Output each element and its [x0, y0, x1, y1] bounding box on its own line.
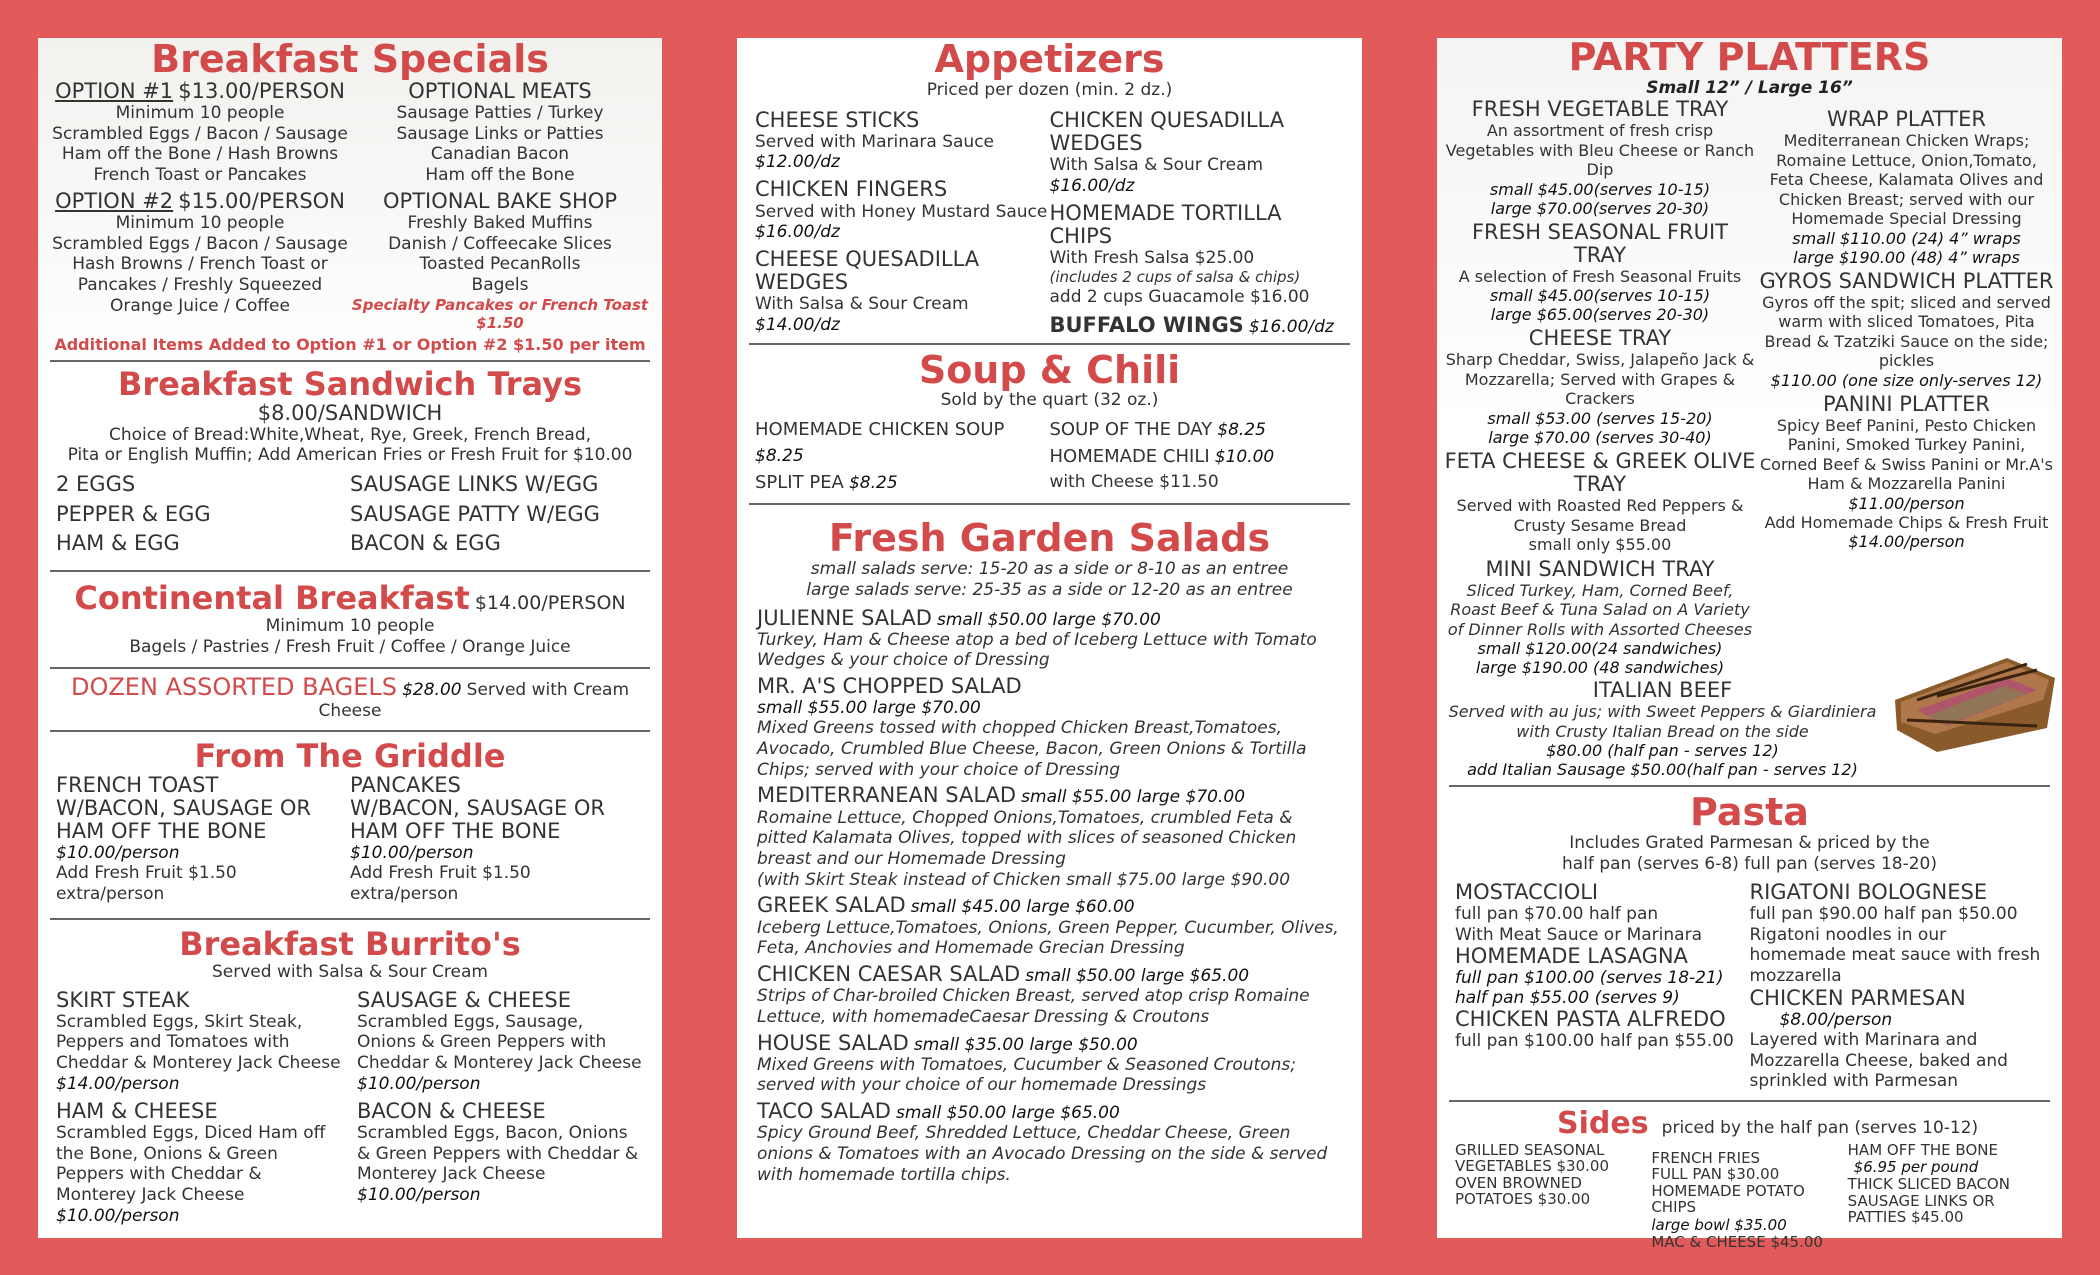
divider [749, 503, 1350, 505]
appetizer-desc: With Fresh Salsa $25.00 [1049, 247, 1255, 268]
appetizer-item [755, 248, 1050, 335]
pasta-line: full pan $100.00 (serves 18-21) [1455, 968, 1724, 989]
burrito-name: HAM & CHEESE [56, 1098, 218, 1123]
side-item: HAM OFF THE BONE [1847, 1140, 1998, 1159]
option2-line: Hash Browns / French Toast or [72, 254, 328, 275]
platter-price: large $70.00(serves 20-30) [1490, 198, 1710, 218]
platter-name: CHEESE TRAY [1528, 326, 1672, 351]
divider [50, 570, 650, 572]
salad-name: TACO SALAD [757, 1099, 891, 1124]
continental-price: $14.00/PERSON [474, 592, 626, 615]
griddle-note: Add Fresh Fruit $1.50 extra/person [350, 862, 531, 904]
salad-item [757, 607, 1342, 672]
pasta-line: full pan $100.00 half pan $55.00 [1455, 1031, 1734, 1052]
side-item: VEGETABLES $30.00 [1455, 1157, 1609, 1176]
griddle-title: From The Griddle [194, 736, 506, 775]
appetizers-sub: Priced per dozen (min. 2 dz.) [926, 79, 1173, 100]
platter-desc: Sliced Turkey, Ham, Corned Beef, Roast Beef & Tuna Salad on A Variety of Dinner Rolls with Assorted Cheeses [1447, 580, 1753, 639]
salad-desc: Turkey, Ham & Cheese atop a bed of Iceberg Lettuce with Tomato Wedges & your choice of Dressing [757, 629, 1317, 671]
platter-name: ITALIAN BEEF [1592, 678, 1733, 703]
soup-name: HOMEMADE CHILI [1049, 446, 1210, 468]
platter-price: small $110.00 (24) 4” wraps [1792, 228, 2021, 248]
burrito-item [56, 1100, 343, 1226]
platter-name: FETA CHEESE & GREEK OLIVE TRAY [1444, 448, 1756, 496]
side-item: FULL PAN $30.00 [1651, 1165, 1780, 1184]
panel-appetizers-salads [737, 38, 1362, 1238]
burrito-sub: Served with Salsa & Sour Cream [212, 961, 488, 982]
pasta-line: With Meat Sauce or Marinara [1455, 924, 1702, 945]
specialty-note: Specialty Pancakes or French Toast $1.50 [351, 295, 649, 333]
pasta-line: $8.00/person [1779, 1009, 1893, 1030]
appetizer-name: CHEESE STICKS [755, 107, 920, 132]
salads-sub: large salads serve: 25-35 as a side or 12-20 as an entree [806, 579, 1293, 600]
appetizer-item [1050, 202, 1345, 308]
platter-item [1443, 221, 1757, 325]
burrito-title: Breakfast Burrito's [179, 925, 521, 964]
appetizer-price: $12.00/dz [755, 152, 840, 173]
additional-items-note: Additional Items Added to Option #1 or Option #2 $1.50 per item [54, 334, 646, 354]
sides-title: Sides [1557, 1106, 1649, 1142]
griddle-item-name: HAM OFF THE BONE [350, 818, 561, 843]
platter-desc: Sharp Cheddar, Swiss, Jalapeño Jack & Mozzarella; Served with Grapes & Crackers [1445, 350, 1755, 409]
salad-name: MR. A'S CHOPPED SALAD [757, 674, 1022, 699]
appetizer-item [755, 109, 1050, 173]
salad-name: CHICKEN CAESAR SALAD [757, 962, 1021, 986]
sandwich-item: SAUSAGE PATTY W/EGG [350, 501, 600, 526]
pasta-name: MOSTACCIOLI [1455, 879, 1599, 904]
side-item: OVEN BROWNED [1455, 1173, 1582, 1192]
salad-desc: Romaine Lettuce, Chopped Onions,Tomatoes, crumbled Feta & pitted Kalamata Olives, topped with slices of seasoned Chicken breast and our Homemade Dressing [757, 807, 1297, 869]
soup-sub: Sold by the quart (32 oz.) [940, 390, 1159, 411]
salad-item [757, 963, 1342, 1028]
appetizer-item [755, 178, 1050, 242]
bread-choice-line: Choice of Bread:White,Wheat, Rye, Greek, French Bread, [108, 424, 592, 445]
appetizer-price: $16.00/dz [1049, 175, 1135, 196]
salad-desc: Spicy Ground Beef, Shredded Lettuce, Cheddar Cheese, Green onions & Tomatoes with an Avocado Dressing on the side & served with homemade tortilla chips. [757, 1123, 1328, 1185]
continental-title: Continental Breakfast [74, 579, 470, 618]
pasta-line: full pan $90.00 half pan $50.00 [1749, 903, 2018, 924]
salad-name: HOUSE SALAD [757, 1030, 909, 1055]
platter-desc: Served with au jus; with Sweet Peppers & Giardiniera with Crusty Italian Bread on the side [1448, 702, 1877, 741]
platter-price: small only $55.00 [1528, 535, 1672, 555]
salad-item [757, 784, 1342, 890]
griddle-item-name: HAM OFF THE BONE [56, 818, 267, 843]
divider [1449, 785, 2050, 787]
salad-item [757, 675, 1342, 780]
soup-price: $8.25 [1217, 420, 1266, 441]
platter-price: $11.00/person [1848, 493, 1965, 513]
divider [50, 918, 650, 920]
griddle-price: $10.00/person [350, 842, 474, 863]
griddle-item-name: PANCAKES [350, 772, 461, 797]
side-item: SAUSAGE LINKS OR [1847, 1191, 1995, 1210]
platter-name: FRESH VEGETABLE TRAY [1471, 96, 1729, 121]
pasta-line: full pan $70.00 half pan [1455, 903, 1659, 924]
platter-name: FRESH SEASONAL FRUIT TRAY [1471, 219, 1729, 267]
bake-shop-title: OPTIONAL BAKE SHOP [383, 188, 617, 213]
platter-desc: Served with Roasted Red Peppers & Crusty Sesame Bread [1456, 496, 1744, 535]
appetizer-desc: With Salsa & Sour Cream [755, 294, 969, 315]
optional-meats-title: OPTIONAL MEATS [408, 78, 592, 103]
option2-line: Orange Juice / Coffee [110, 295, 290, 316]
platter-item [1757, 393, 2056, 552]
sides-sub: priced by the half pan (serves 10-12) [1661, 1118, 1979, 1139]
pasta-name: RIGATONI BOLOGNESE [1749, 879, 1988, 904]
side-item: GRILLED SEASONAL [1455, 1140, 1605, 1159]
optional-meats-line: Sausage Links or Patties [396, 123, 604, 144]
sandwich-item: SAUSAGE LINKS W/EGG [350, 472, 599, 497]
side-item: THICK SLICED BACON [1847, 1175, 2010, 1194]
pasta-sub: half pan (serves 6-8) full pan (serves 18-20) [1562, 854, 1937, 874]
side-item: large bowl $35.00 [1651, 1215, 1787, 1234]
sandwich-item: BACON & EGG [350, 531, 501, 555]
platter-desc: Spicy Beef Panini, Pesto Chicken Panini, Smoked Turkey Panini, Corned Beef & Swiss Panini or Mr.A's Ham & Mozzarella Panini [1759, 415, 2053, 494]
burrito-name: BACON & CHEESE [357, 1098, 546, 1123]
burrito-desc: Scrambled Eggs, Diced Ham off the Bone, Onions & Green Peppers with Cheddar & Monterey Jack Cheese [56, 1122, 326, 1206]
griddle-note: Add Fresh Fruit $1.50 extra/person [56, 862, 237, 904]
pasta-line: Layered with Marinara and Mozzarella Cheese, baked and sprinkled with Parmesan [1749, 1029, 2008, 1092]
platter-price: small $53.00 (serves 15-20) [1487, 408, 1713, 428]
divider [50, 360, 650, 362]
appetizer-price: $14.00/dz [755, 315, 840, 336]
salad-item [757, 1100, 1342, 1185]
salad-price: small $55.00 large $70.00 [757, 698, 981, 719]
side-item: FRENCH FRIES [1651, 1148, 1761, 1167]
platter-price: large $70.00 (serves 30-40) [1488, 427, 1712, 447]
sandwich-item: PEPPER & EGG [56, 501, 211, 526]
option1-line: Scrambled Eggs / Bacon / Sausage [52, 123, 348, 144]
divider [50, 667, 650, 669]
appetizer-note: add 2 cups Guacamole $16.00 [1049, 286, 1310, 307]
salads-title: Fresh Garden Salads [828, 516, 1271, 561]
burrito-name: SAUSAGE & CHEESE [357, 987, 572, 1012]
burrito-desc: Scrambled Eggs, Sausage, Onions & Green Peppers with Cheddar & Monterey Jack Cheese [357, 1011, 642, 1074]
bake-shop-line: Danish / Coffeecake Slices [388, 233, 612, 254]
side-item: POTATOES $30.00 [1455, 1190, 1591, 1209]
salad-item [757, 894, 1342, 959]
platter-price: large $65.00(serves 20-30) [1490, 305, 1710, 325]
salad-name: MEDITERRANEAN SALAD [757, 783, 1017, 808]
option2-line: Pancakes / Freshly Squeezed [77, 275, 323, 296]
platter-item [1757, 108, 2056, 267]
burrito-price: $10.00/person [357, 1185, 481, 1206]
platter-price: $80.00 (half pan - serves 12) [1546, 741, 1779, 761]
burrito-item [357, 1100, 644, 1226]
burrito-item [56, 989, 343, 1094]
buffalo-wings-name: BUFFALO WINGS [1049, 312, 1244, 337]
option1-title: OPTION #1 [55, 78, 174, 103]
salad-price: small $55.00 large $70.00 [1021, 787, 1246, 808]
appetizer-desc: With Salsa & Sour Cream [1049, 154, 1264, 175]
sandwich-item: HAM & EGG [56, 531, 180, 555]
burrito-desc: Scrambled Eggs, Bacon, Onions & Green Peppers with Cheddar & Monterey Jack Cheese [357, 1122, 639, 1185]
salads-sub: small salads serve: 15-20 as a side or 8-10 as an entree [810, 559, 1289, 580]
divider [50, 730, 650, 732]
platter-item [1757, 270, 2056, 390]
bake-shop-line: Bagels [471, 275, 529, 296]
buffalo-wings-price: $16.00/dz [1248, 316, 1334, 337]
bagels-price: $28.00 [402, 680, 462, 701]
pasta-item [1750, 987, 2045, 1092]
panel-platters-pasta [1437, 35, 2062, 1251]
option2-line: Scrambled Eggs / Bacon / Sausage [52, 233, 348, 254]
platter-price: small $45.00(serves 10-15) [1489, 179, 1711, 199]
platter-desc: Gyros off the spit; sliced and served warm with sliced Tomatoes, Pita Bread & Tzatziki Sauce on the side; pickles [1762, 292, 2051, 371]
burrito-price: $10.00/person [357, 1073, 481, 1094]
griddle-item-name: FRENCH TOAST [56, 772, 219, 797]
appetizers-title: Appetizers [934, 37, 1165, 81]
appetizer-name: CHICKEN QUESADILLA WEDGES [1049, 107, 1285, 155]
platter-item [1443, 327, 1757, 447]
salad-desc: Mixed Greens with Tomatoes, Cucumber & Seasoned Croutons; served with your choice of our homemade Dressings [757, 1054, 1296, 1096]
platter-price: large $190.00 (48 sandwiches) [1475, 658, 1725, 678]
salad-price: small $50.00 large $65.00 [1025, 966, 1250, 986]
pasta-line: Rigatoni noodles in our homemade meat sauce with fresh mozzarella [1749, 924, 2041, 987]
platter-name: PANINI PLATTER [1823, 391, 1990, 416]
optional-meats-line: Canadian Bacon [430, 144, 570, 165]
salad-desc: Mixed Greens tossed with chopped Chicken Breast,Tomatoes, Avocado, Crumbled Blue Cheese, Bacon, Green Onions & Tortilla Chips; served with your choice of Dressing [757, 718, 1307, 780]
burrito-desc: Scrambled Eggs, Skirt Steak, Peppers and Tomatoes with Cheddar & Monterey Jack Cheese [56, 1011, 341, 1074]
party-platters-title: PARTY PLATTERS [1568, 35, 1931, 79]
pasta-line: half pan $55.00 (serves 9) [1455, 988, 1680, 1009]
pasta-sub: Includes Grated Parmesan & priced by the [1569, 833, 1930, 854]
burrito-price: $14.00/person [56, 1073, 180, 1094]
soup-price: $8.25 [755, 445, 804, 466]
platter-name: GYROS SANDWICH PLATTER [1759, 268, 2054, 293]
sandwich-trays-price: $8.00/SANDWICH [257, 400, 443, 425]
bagels-title: DOZEN ASSORTED BAGELS [70, 673, 397, 702]
platter-item [1443, 450, 1757, 555]
appetizer-name: HOMEMADE TORTILLA CHIPS [1049, 200, 1282, 248]
side-item: MAC & CHEESE $45.00 [1651, 1232, 1823, 1251]
breakfast-specials-title: Breakfast Specials [151, 37, 549, 81]
burrito-name: SKIRT STEAK [56, 987, 190, 1012]
option1-line: French Toast or Pancakes [93, 165, 307, 186]
appetizer-name: CHEESE QUESADILLA WEDGES [755, 247, 980, 295]
salad-desc: Strips of Char-broiled Chicken Breast, served atop crisp Romaine Lettuce, with homemadeCaesar Dressing & Croutons [757, 986, 1310, 1027]
platter-item [1443, 98, 1757, 218]
platter-name: MINI SANDWICH TRAY [1485, 556, 1715, 581]
appetizer-note: (includes 2 cups of salsa & chips) [1049, 268, 1301, 287]
bread-choice-line: Pita or English Muffin; Add American Fries or Fresh Fruit for $10.00 [67, 445, 633, 466]
salad-item [757, 1032, 1342, 1097]
divider [1449, 1100, 2050, 1102]
bake-shop-line: Toasted PecanRolls [419, 254, 581, 275]
pasta-item [1750, 881, 2045, 987]
soup-price: $8.25 [848, 473, 898, 493]
divider [749, 343, 1350, 345]
platter-price: Add Homemade Chips & Fresh Fruit [1764, 512, 2049, 532]
platter-price: small $45.00(serves 10-15) [1489, 286, 1711, 306]
salad-price: small $50.00 large $70.00 [936, 609, 1161, 630]
salad-price: small $35.00 large $50.00 [913, 1034, 1138, 1055]
platter-price: $110.00 (one size only-serves 12) [1770, 370, 2043, 390]
appetizer-desc: Served with Marinara Sauce [755, 131, 995, 152]
griddle-item-name: W/BACON, SAUSAGE OR [56, 795, 312, 820]
side-item: HOMEMADE POTATO CHIPS [1651, 1181, 1805, 1217]
platter-name: WRAP PLATTER [1827, 106, 1986, 131]
burrito-price: $10.00/person [56, 1205, 180, 1226]
sandwich-item: 2 EGGS [56, 472, 136, 497]
soup-name: SOUP OF THE DAY [1049, 419, 1213, 441]
salad-extra: (with Skirt Steak instead of Chicken small $75.00 large $90.00 [757, 869, 1291, 890]
soup-name: SPLIT PEA [755, 472, 844, 493]
side-item: $6.95 per pound [1853, 1158, 1979, 1177]
continental-line: Minimum 10 people [265, 615, 435, 636]
pasta-name: HOMEMADE LASAGNA [1455, 944, 1688, 969]
option2-line: Minimum 10 people [115, 213, 285, 234]
appetizer-name: CHICKEN FINGERS [755, 177, 948, 202]
burrito-item [357, 989, 644, 1094]
option2-price: $15.00/PERSON [178, 188, 345, 213]
option2-title: OPTION #2 [55, 188, 174, 213]
pasta-item [1455, 1008, 1750, 1052]
pasta-item [1455, 945, 1750, 1008]
pasta-item [1455, 881, 1750, 946]
griddle-price: $10.00/person [56, 842, 180, 863]
appetizer-price: $16.00/dz [755, 222, 840, 243]
continental-line: Bagels / Pastries / Fresh Fruit / Coffee / Orange Juice [129, 636, 571, 657]
chili-cheese-note: with Cheese $11.50 [1049, 471, 1219, 492]
platter-price: add Italian Sausage $50.00(half pan - serves 12) [1467, 760, 1858, 780]
platter-price: small $120.00(24 sandwiches) [1477, 639, 1723, 659]
pasta-title: Pasta [1690, 790, 1809, 835]
platter-price: $14.00/person [1848, 532, 1965, 552]
option1-line: Ham off the Bone / Hash Browns [61, 144, 339, 165]
platter-price: large $190.00 (48) 4” wraps [1793, 247, 2020, 267]
panel-breakfast [38, 38, 662, 1238]
panini-sandwich-image [1887, 630, 2062, 760]
soup-title: Soup & Chili [918, 347, 1181, 392]
platter-desc: A selection of Fresh Seasonal Fruits [1458, 266, 1742, 286]
platters-size-note: Small 12” / Large 16” [1646, 77, 1853, 98]
soup-price: $10.00 [1214, 447, 1275, 468]
salad-name: JULIENNE SALAD [757, 605, 932, 630]
griddle-item-name: W/BACON, SAUSAGE OR [350, 795, 606, 820]
salad-name: GREEK SALAD [757, 893, 906, 918]
optional-meats-line: Sausage Patties / Turkey [396, 102, 604, 123]
bagels-note: Served with Cream Cheese [318, 680, 630, 722]
pasta-name: CHICKEN PASTA ALFREDO [1455, 1007, 1726, 1032]
soup-name: HOMEMADE CHICKEN SOUP [755, 419, 1005, 441]
bake-shop-line: Freshly Baked Muffins [407, 213, 593, 234]
platter-desc: Mediterranean Chicken Wraps; Romaine Lettuce, Onion,Tomato, Feta Cheese, Kalamata Olives and Chicken Breast; served with our Homemade Special Dressing [1769, 130, 2044, 229]
salad-desc: Iceberg Lettuce,Tomatoes, Onions, Green Pepper, Cucumber, Olives, Feta, Anchovies and Homemade Grecian Dressing [757, 917, 1339, 959]
salad-price: small $50.00 large $65.00 [895, 1103, 1120, 1124]
optional-meats-line: Ham off the Bone [425, 165, 575, 186]
option1-line: Minimum 10 people [115, 102, 285, 123]
side-item: PATTIES $45.00 [1847, 1208, 1964, 1227]
platter-item [1443, 558, 1757, 678]
appetizer-item [1050, 109, 1345, 196]
salad-price: small $45.00 large $60.00 [910, 897, 1135, 918]
pasta-name: CHICKEN PARMESAN [1749, 985, 1966, 1010]
option1-price: $13.00/PERSON [178, 78, 345, 103]
appetizer-desc: Served with Honey Mustard Sauce [755, 201, 1048, 222]
platter-desc: An assortment of fresh crisp Vegetables with Bleu Cheese or Ranch Dip [1445, 120, 1755, 180]
sandwich-trays-title: Breakfast Sandwich Trays [117, 365, 583, 404]
